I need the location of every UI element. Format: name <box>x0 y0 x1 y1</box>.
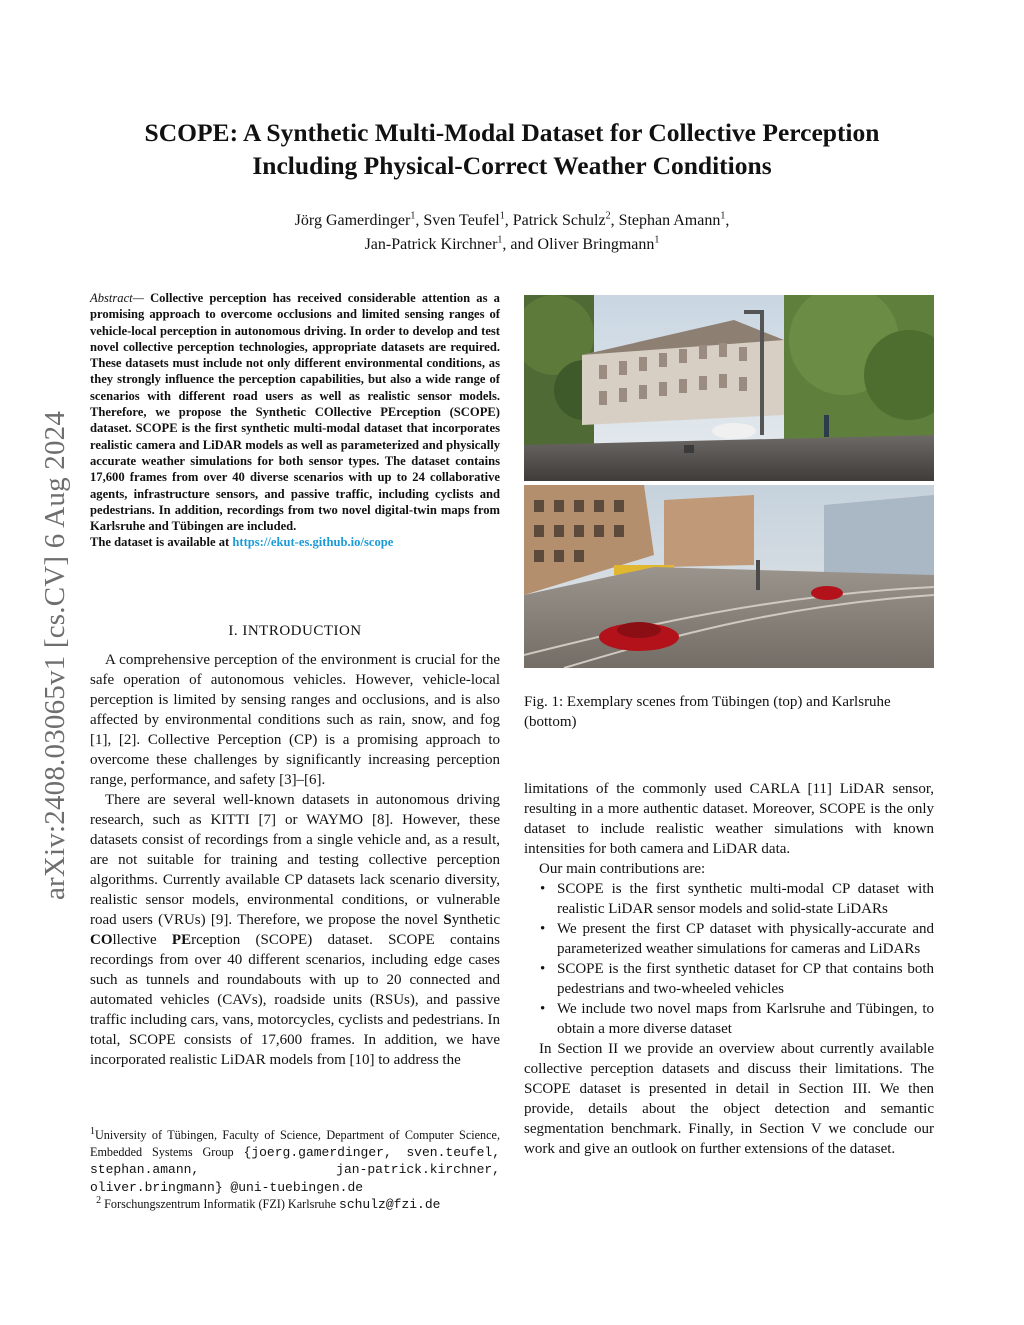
author-name: Jörg Gamerdinger <box>294 212 411 229</box>
author-affiliation: 1 <box>720 210 726 222</box>
acronym-letter: S <box>443 912 452 928</box>
figure-scenes-image <box>524 295 934 668</box>
intro-paragraph-outline: In Section II we provide an overview about currently available collective perception datasets and discuss their limitations. The SCOPE dataset is presented in detail in Section III. We then provide, details about the object detection and semantic segmentation benchmark. Finally, in Section V we conclude our work and give an outlook on further extensions of the dataset. <box>524 1041 934 1157</box>
tuebingen-scene <box>524 295 934 481</box>
author-list <box>90 209 934 257</box>
introduction-right-column <box>524 779 934 1159</box>
section-heading-introduction: I. INTRODUCTION <box>228 623 362 639</box>
intro-paragraph-2-continued: limitations of the commonly used CARLA [11] LiDAR sensor, resulting in a more authentic dataset. Moreover, SCOPE is the only dataset to include realistic weather simulations with known intensities for both camera and LiDAR data. <box>524 781 934 857</box>
acronym-letter: CO <box>90 932 113 948</box>
footnote-2: $^2$ Forschungszentrum Informatik (FZI) Karlsruhe schulz@fzi.de <box>96 1194 441 1212</box>
author-name: Sven Teufel <box>423 212 500 229</box>
dataset-link[interactable]: https://ekut-es.github.io/scope <box>232 535 394 550</box>
footnote-1: $^1$University of Tübingen, Faculty of Science, Department of Computer Science, Embedded Systems Group {joerg.gamerdinger, sven.teufel, stephan.amann, jan-patrick.kirchner, oliver.bringmann} @uni-tuebingen.de <box>90 1125 500 1195</box>
author-affiliation: 1 <box>499 210 505 222</box>
author-name: Stephan Amann <box>618 212 721 229</box>
acronym-letter: PE <box>171 932 192 948</box>
footnotes <box>90 1127 500 1214</box>
contributions-intro: Our main contributions are: <box>539 861 706 877</box>
author-line-2: Jan-Patrick Kirchner$^1$, and Oliver Bringmann$^1$ <box>364 234 660 253</box>
arxiv-identifier: arXiv:2408.03065v1 [cs.CV] 6 Aug 2024 <box>39 410 72 900</box>
intro-paragraph-1: A comprehensive perception of the environment is crucial for the safe operation of autonomous vehicles. However, vehicle-local perception is limited by sensing ranges and occlusions, and is also affected by environmental conditions such as rain, snow, and fog [1], [2]. Collective Perception (CP) is a promising approach to overcome these challenges by significantly increasing perception range, performance, and safety [3]–[6]. <box>90 652 500 788</box>
list-item: • We present the first CP dataset with physically-accurate and parameterized weather simulations for cameras and LiDARs <box>557 919 934 959</box>
footnote-emails: {joerg.gamerdinger, sven.teufel, stephan.amann, jan-patrick.kirchner, oliver.bringmann} @uni-tuebingen.de <box>90 1144 500 1195</box>
author-name: Patrick Schulz <box>512 212 606 229</box>
list-item: • SCOPE is the first synthetic dataset for CP that contains both pedestrians and two-wheeled vehicles <box>557 959 934 999</box>
author-affiliation: 1 <box>410 210 416 222</box>
karlsruhe-scene <box>524 485 934 668</box>
author-conjunction: and <box>510 236 534 253</box>
author-affiliation: 1 <box>497 234 503 246</box>
paper-title <box>90 116 934 182</box>
abstract <box>90 290 500 551</box>
contributions-list <box>524 879 934 1039</box>
abstract-text: Collective perception has received considerable attention as a promising approach to overcome occlusions and limited sensing ranges of vehicle-local perception in autonomous driving. In order to develop and test novel collective perception technologies, appropriate datasets are required. These datasets must include not only different environmental conditions, as they strongly influence the perception capabilities, but also a wide range of scenarios with different road users as well as realistic sensor models. Therefore, we propose the Synthetic COllective PErception (SCOPE) dataset. SCOPE is the first synthetic multi-modal dataset that incorporates realistic camera and LiDAR models as well as parameterized and physically accurate weather simulations for both sensor types. The dataset contains 17,600 frames from over 40 diverse scenarios with up to 24 collaborative agents, infrastructure sensors, and passive traffic, including cyclists and pedestrians. In addition, recordings from two novel digital-twin maps from Karlsruhe and Tübingen are included. <box>90 291 500 534</box>
figure-1 <box>524 295 934 668</box>
title-line-2: Including Physical-Correct Weather Conditions <box>252 151 772 180</box>
author-name: Oliver Bringmann <box>537 236 655 253</box>
author-affiliation: 2 <box>605 210 611 222</box>
arxiv-sidebar-stamp <box>36 350 76 960</box>
list-item: • SCOPE is the first synthetic multi-modal CP dataset with realistic LiDAR sensor models and solid-state LiDARs <box>557 879 934 919</box>
abstract-label: Abstract <box>90 291 133 305</box>
footnote-email: schulz@fzi.de <box>339 1197 441 1212</box>
introduction-left-column <box>90 650 500 1070</box>
list-item: • We include two novel maps from Karlsruhe and Tübingen, to obtain a more diverse dataset <box>557 999 934 1039</box>
abstract-body: Abstract— Collective perception has received considerable attention as a promising approach to overcome occlusions and limited sensing ranges of vehicle-local perception in autonomous driving. In order to develop and test novel collective perception technologies, appropriate datasets are required. These datasets must include not only different environmental conditions, as they strongly influence the perception capabilities, but also a wide range of scenarios with different road users as well as realistic sensor models. Therefore, we propose the Synthetic COllective PErception (SCOPE) dataset. SCOPE is the first synthetic multi-modal dataset that incorporates realistic camera and LiDAR models as well as parameterized and physically accurate weather simulations for both sensor types. The dataset contains 17,600 frames from over 40 diverse scenarios with up to 24 collaborative agents, infrastructure sensors, and passive traffic, including cyclists and pedestrians. In addition, recordings from two novel digital-twin maps from Karlsruhe and Tübingen are included. <box>90 291 500 534</box>
title-line-1: SCOPE: A Synthetic Multi-Modal Dataset for Collective Perception <box>144 118 880 147</box>
author-affiliation: 1 <box>654 234 660 246</box>
dataset-availability <box>90 534 500 550</box>
author-name: Jan-Patrick Kirchner <box>364 236 498 253</box>
availability-prefix: The dataset is available at <box>90 535 230 550</box>
figure-caption: Fig. 1: Exemplary scenes from Tübingen (top) and Karlsruhe (bottom) <box>524 694 891 730</box>
intro-paragraph-2: There are several well-known datasets in autonomous driving research, such as KITTI [7] or WAYMO [8]. However, these datasets consist of recordings from a single vehicle and, as a result, are not suitable for training and testing collective perception algorithms. Currently available CP datasets lack scenario diversity, realistic sensor models, environmental conditions, or vulnerable road users (VRUs) [9]. Therefore, we propose the novel Synthetic COllective PErception (SCOPE) dataset. SCOPE contains recordings from over 40 different scenarios, including edge cases such as tunnels and roundabouts with up to 20 connected and automated vehicles (CAVs), roadside units (RSUs), and passive traffic including cars, vans, motorcycles, cyclists and pedestrians. In total, SCOPE consists of 17,600 frames. In addition, we have incorporated realistic LiDAR models from [10] to address the <box>90 792 501 1068</box>
author-line-1: Jörg Gamerdinger$^1$, Sven Teufel$^1$, Patrick Schulz$^2$, Stephan Amann$^1$, <box>294 210 730 229</box>
